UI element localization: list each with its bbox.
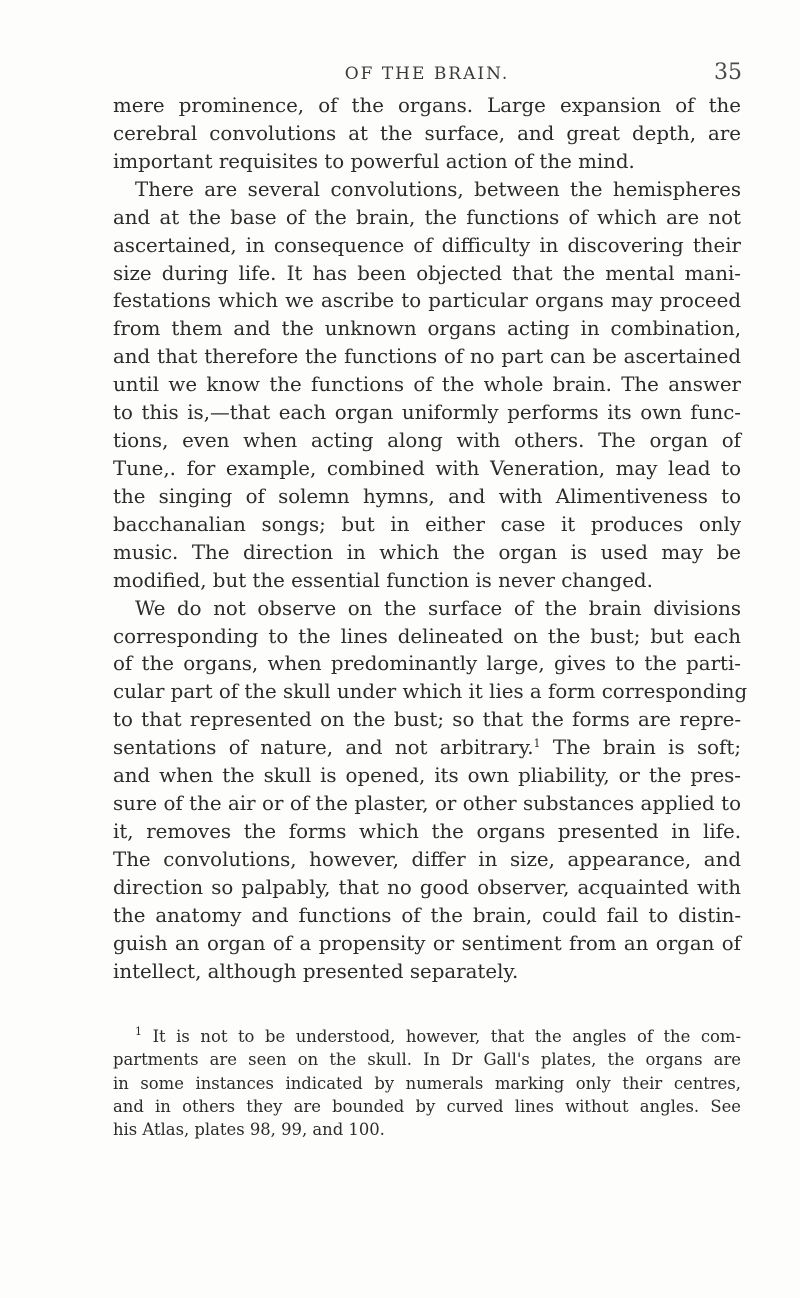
text-line: of the organs, when predominantly large, gives to the parti- — [113, 652, 741, 676]
text-line: music. The direction in which the organ is used may be — [113, 540, 741, 564]
body-text — [113, 92, 748, 986]
text-line: sure of the air or of the plaster, or other substances applied to — [113, 792, 741, 816]
running-title: OF THE BRAIN. — [344, 64, 510, 84]
text-line: to this is,—that each organ uniformly performs its own func- — [113, 401, 741, 425]
text-line-with-footnote-ref — [113, 734, 741, 762]
footnote-line — [113, 1025, 741, 1048]
text-line: intellect, although presented separately. — [113, 959, 519, 983]
text-line: tions, even when acting along with others. The organ of — [113, 429, 741, 453]
footnote-marker: 1 — [135, 1025, 142, 1038]
text-line: cerebral convolutions at the surface, and great depth, are — [113, 121, 741, 145]
footnote — [113, 1025, 741, 1141]
text-line: and when the skull is opened, its own pliability, or the pres- — [113, 764, 741, 788]
text-line: mere prominence, of the organs. Large expansion of the — [113, 94, 741, 117]
text-line: and that therefore the functions of no part can be ascertained — [113, 345, 741, 369]
text-line: until we know the functions of the whole brain. The answer — [113, 373, 741, 397]
footnote-line: and in others they are bounded by curved lines without angles. See — [113, 1096, 741, 1116]
text-line: festations which we ascribe to particular organs may proceed — [113, 289, 741, 313]
footnote-line-text: It is not to be understood, however, that the angles of the com- — [152, 1027, 741, 1046]
text-line: the anatomy and functions of the brain, could fail to distin- — [113, 903, 741, 927]
text-line: guish an organ of a propensity or sentiment from an organ of — [113, 931, 741, 955]
footnote-reference[interactable]: 1 — [533, 737, 541, 751]
text-line: Tune,. for example, combined with Veneration, may lead to — [113, 456, 741, 480]
text-line: it, removes the forms which the organs presented in life. — [113, 819, 741, 843]
text-line: cular part of the skull under which it lies a form corresponding — [113, 680, 748, 704]
text-line: modified, but the essential function is never changed. — [113, 568, 653, 592]
text-line-start: sentations of nature, and not arbitrary. — [113, 736, 534, 760]
text-line: The convolutions, however, differ in size, appearance, and — [113, 847, 741, 871]
text-line: from them and the unknown organs acting in combination, — [113, 317, 741, 341]
page-number: 35 — [714, 60, 742, 85]
text-line: to that represented on the bust; so that the forms are repre- — [113, 708, 741, 732]
text-line-end: The brain is soft; — [540, 736, 741, 760]
text-line: We do not observe on the surface of the brain divisions — [135, 596, 741, 620]
text-line: ascertained, in consequence of difficulty in discovering their — [113, 233, 741, 257]
footnote-line: in some instances indicated by numerals marking only their centres, — [113, 1073, 741, 1093]
text-line: corresponding to the lines delineated on the bust; but each — [113, 624, 741, 648]
running-head — [112, 60, 742, 94]
text-line: and at the base of the brain, the functions of which are not — [113, 205, 741, 229]
text-line: important requisites to powerful action of the mind. — [113, 149, 635, 173]
text-line: the singing of solemn hymns, and with Alimentiveness to — [113, 484, 741, 508]
text-line: There are several convolutions, between the hemispheres — [135, 177, 741, 201]
text-line: size during life. It has been objected that the mental mani- — [113, 261, 741, 285]
text-line: direction so palpably, that no good observer, acquainted with — [113, 875, 741, 899]
footnote-line: his Atlas, plates 98, 99, and 100. — [113, 1120, 385, 1140]
footnote-line: partments are seen on the skull. In Dr Gall's plates, the organs are — [113, 1050, 741, 1070]
text-line: bacchanalian songs; but in either case it produces only — [113, 512, 741, 536]
